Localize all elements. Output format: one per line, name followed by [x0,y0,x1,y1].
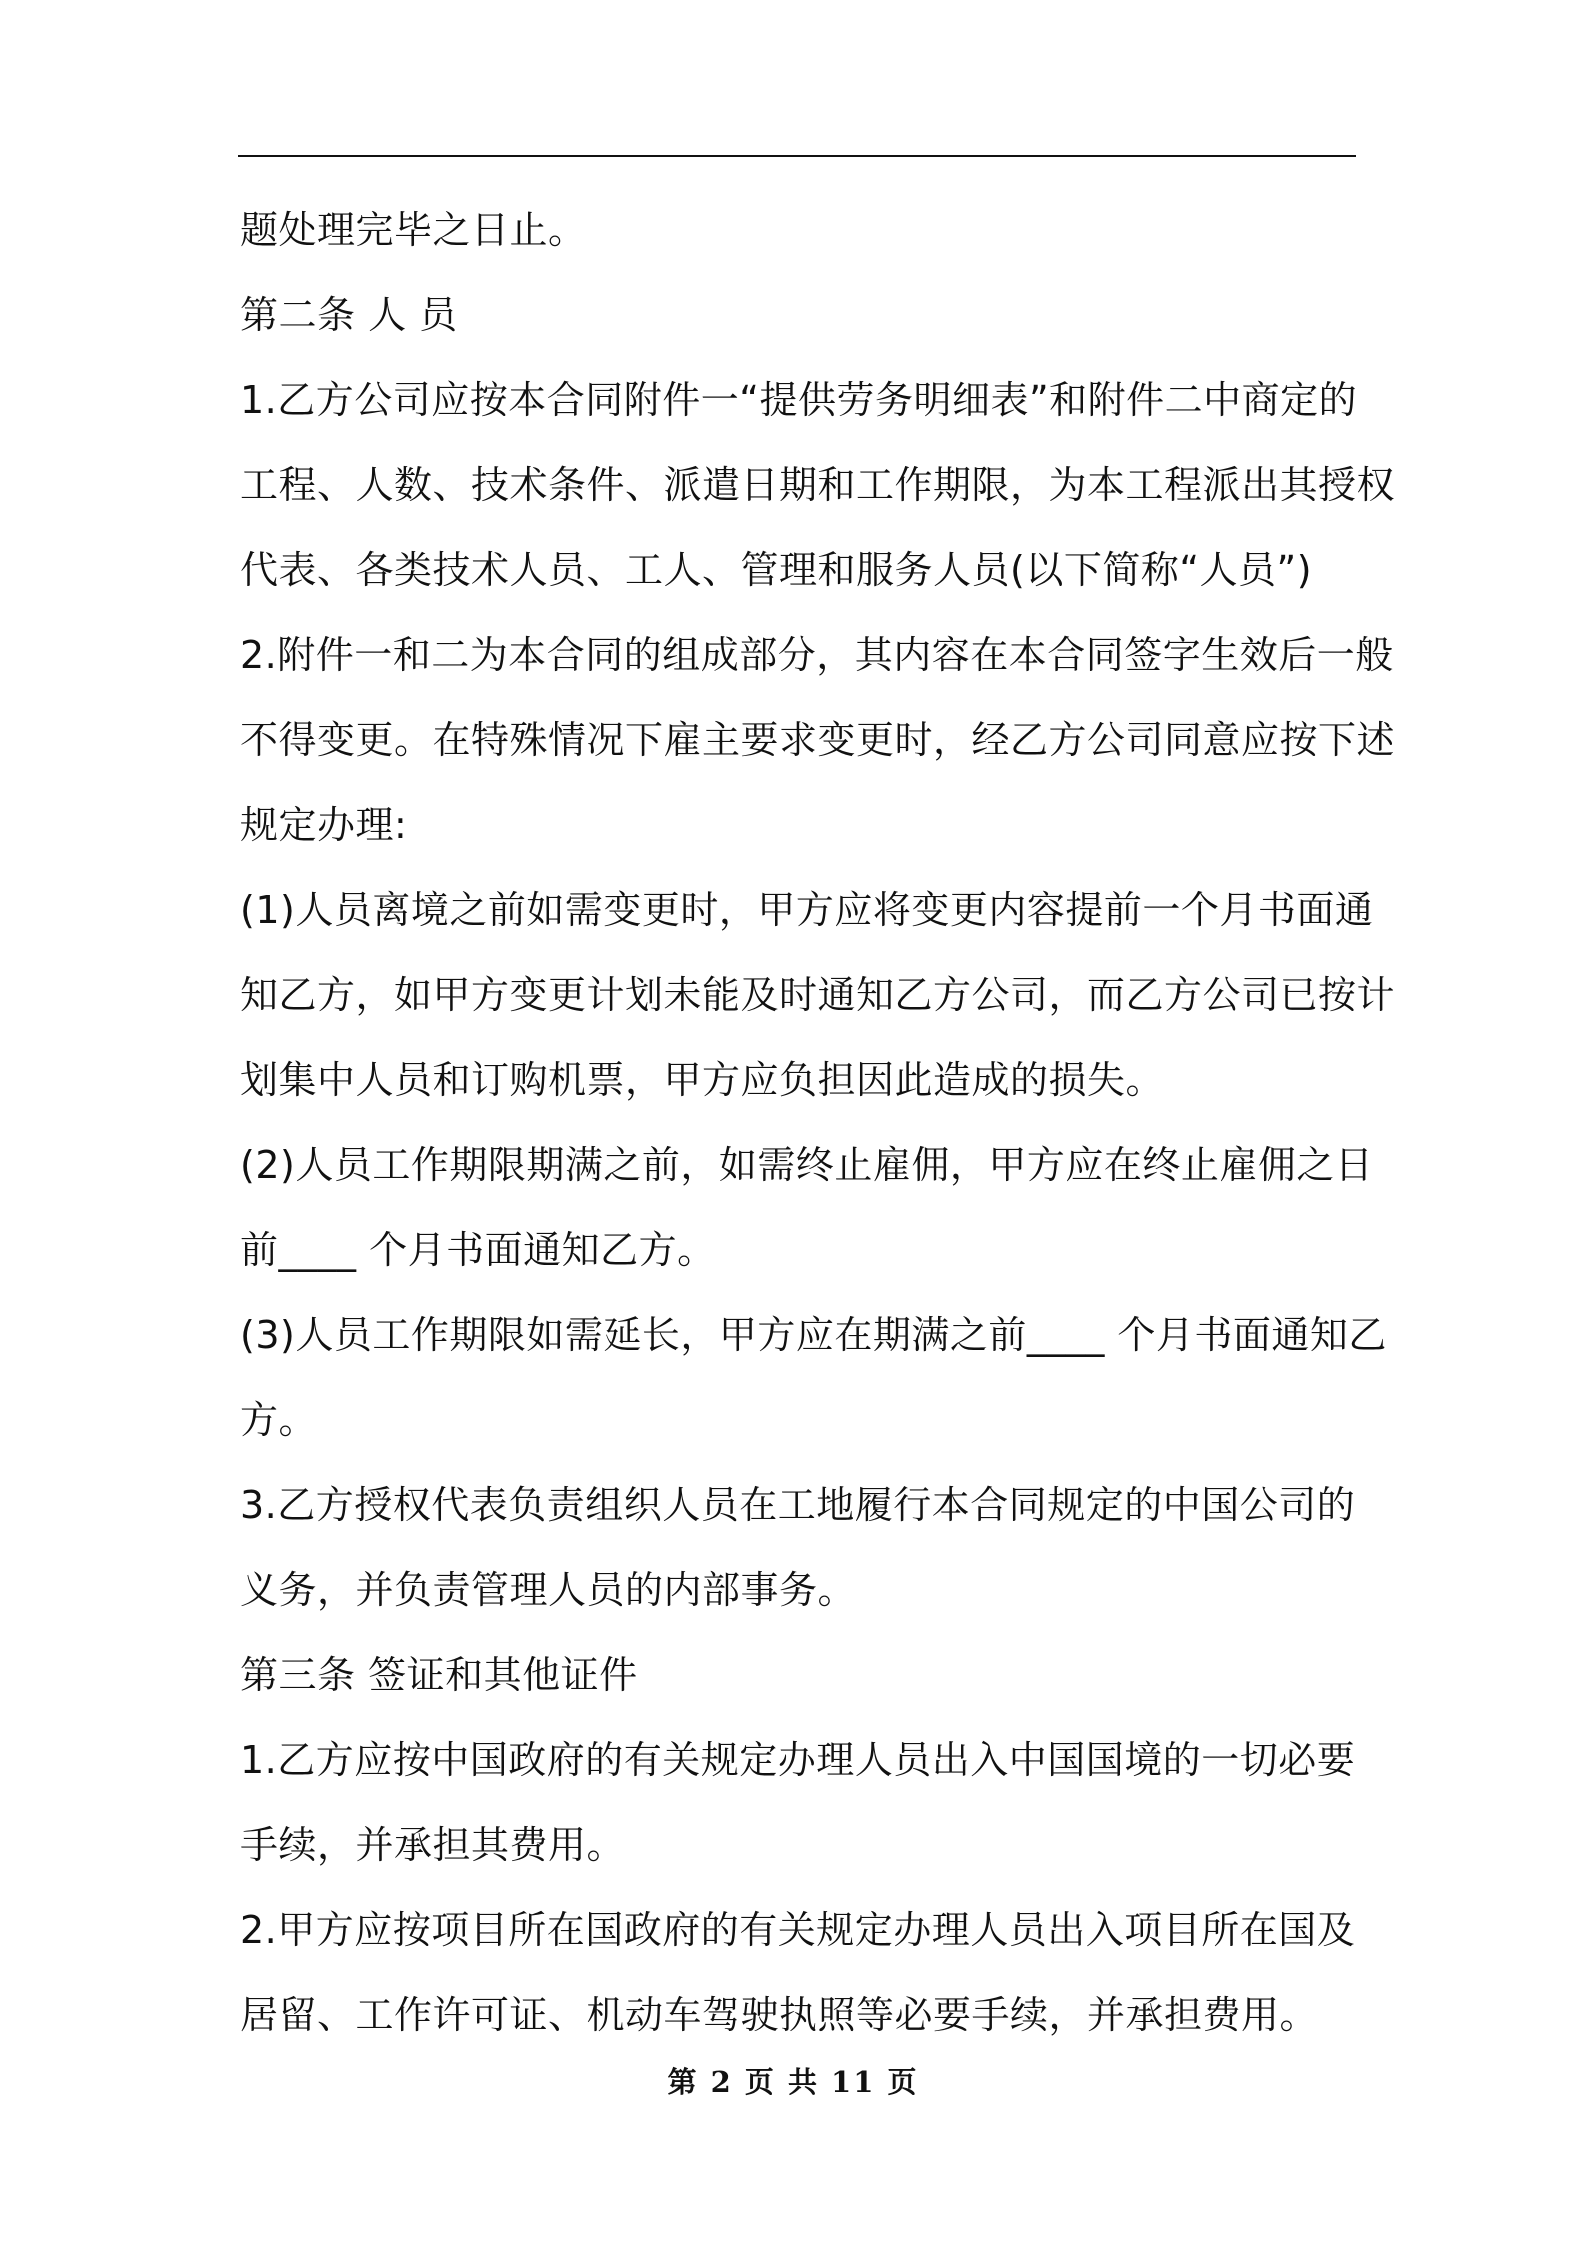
document-body [240,188,1396,2058]
text-line: (2)人员工作期限期满之前，如需终止雇佣，甲方应在终止雇佣之日 [240,1143,1374,1187]
text-line: 1.乙方应按中国政府的有关规定办理人员出入中国国境的一切必要 [240,1738,1356,1782]
text-line: 前____ 个月书面通知乙方。 [240,1228,716,1272]
header-rule [238,155,1356,157]
page-number-label: 第 2 页 共 11 页 [667,2065,919,2099]
text-line: 2.附件一和二为本合同的组成部分，其内容在本合同签字生效后一般 [240,633,1394,677]
text-line: 方。 [240,1398,318,1442]
text-line: 义务，并负责管理人员的内部事务。 [240,1568,857,1612]
text-line: 居留、工作许可证、机动车驾驶执照等必要手续，并承担费用。 [240,1993,1319,2037]
text-line: 划集中人员和订购机票，甲方应负担因此造成的损失。 [240,1058,1165,1102]
text-line: 2.甲方应按项目所在国政府的有关规定办理人员出入项目所在国及 [240,1908,1356,1952]
text-line: 手续，并承担其费用。 [240,1823,626,1867]
text-line: 题处理完毕之日止。 [240,208,587,252]
text-line: 不得变更。在特殊情况下雇主要求变更时，经乙方公司同意应按下述 [240,718,1396,762]
page-footer [0,2060,1586,2101]
section-heading: 第三条 签证和其他证件 [240,1653,638,1697]
text-line: 代表、各类技术人员、工人、管理和服务人员(以下简称“人员”) [240,548,1313,592]
text-line: 3.乙方授权代表负责组织人员在工地履行本合同规定的中国公司的 [240,1483,1356,1527]
section-heading: 第二条 人 员 [240,293,458,337]
text-line: 规定办理: [240,803,408,847]
text-line: (3)人员工作期限如需延长，甲方应在期满之前____ 个月书面通知乙 [240,1313,1387,1357]
text-line: 知乙方，如甲方变更计划未能及时通知乙方公司，而乙方公司已按计 [240,973,1396,1017]
text-line: 1.乙方公司应按本合同附件一“提供劳务明细表”和附件二中商定的 [240,378,1358,422]
text-line: 工程、人数、技术条件、派遣日期和工作期限，为本工程派出其授权 [240,463,1396,507]
text-line: (1)人员离境之前如需变更时，甲方应将变更内容提前一个月书面通 [240,888,1374,932]
